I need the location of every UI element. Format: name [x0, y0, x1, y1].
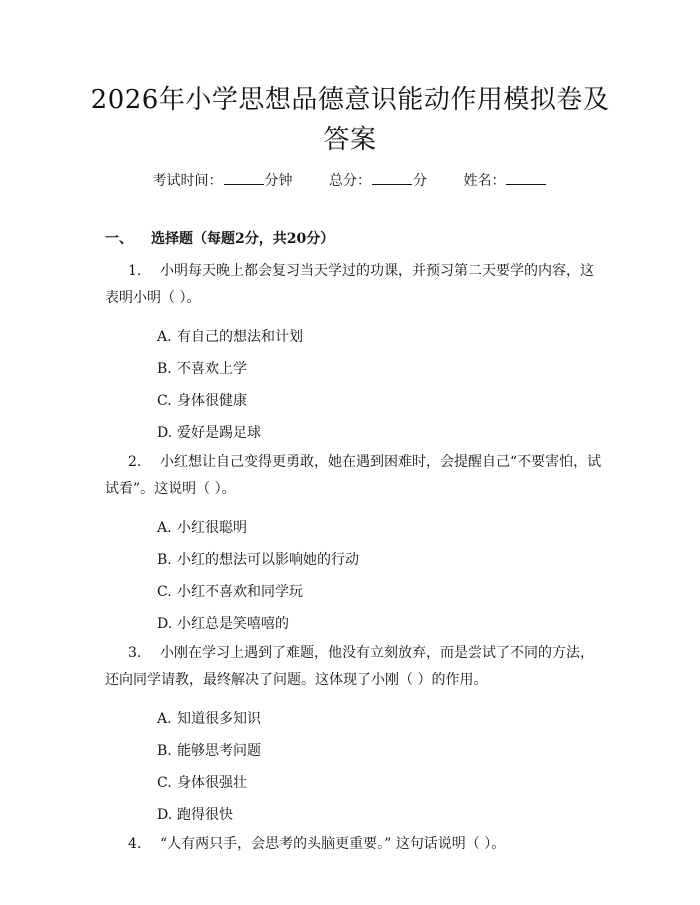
total-score-label: 总分：	[329, 173, 371, 189]
option-d	[157, 608, 605, 640]
exam-time-label: 考试时间：	[152, 173, 223, 189]
exam-meta	[0, 170, 700, 190]
option-text: 小红总是笑嘻嘻的	[177, 616, 289, 632]
option-letter: A.	[157, 329, 172, 345]
question-number: 4.	[128, 836, 142, 852]
option-c	[157, 385, 605, 417]
option-a	[157, 321, 605, 353]
option-a	[157, 703, 605, 735]
exam-time-blank	[224, 172, 264, 185]
exam-time-unit: 分钟	[264, 173, 293, 189]
option-letter: C.	[157, 775, 172, 791]
option-letter: D.	[157, 807, 173, 823]
question-stem	[105, 831, 605, 858]
question-text: 小刚在学习上遇到了难题，他没有立刻放弃，而是尝试了不同的方法，还向同学请教，最终解决了问题。这体现了小刚（ ）的作用。	[105, 645, 594, 688]
option-letter: B.	[157, 743, 172, 759]
page-title: 2026年小学思想品德意识能动作用模拟卷及答案	[90, 85, 610, 155]
question-stem	[105, 258, 605, 312]
question-list	[105, 258, 605, 867]
option-text: 有自己的想法和计划	[177, 329, 303, 345]
question-number: 1.	[128, 263, 142, 279]
option-letter: D.	[157, 425, 173, 441]
option-text: 小红的想法可以影响她的行动	[177, 552, 359, 568]
student-name-field	[463, 170, 547, 190]
total-score-unit: 分	[413, 173, 427, 189]
option-text: 爱好是踢足球	[177, 425, 261, 441]
option-c	[157, 767, 605, 799]
option-b	[157, 353, 605, 385]
question-4	[105, 831, 605, 858]
option-a	[157, 512, 605, 544]
exam-time-field	[153, 170, 293, 190]
question-2	[105, 449, 605, 640]
option-letter: A.	[157, 711, 172, 727]
option-text: 跑得很快	[177, 807, 233, 823]
question-3	[105, 640, 605, 831]
section-number: 一、	[105, 231, 133, 247]
student-name-label: 姓名：	[463, 173, 506, 189]
section-heading	[105, 228, 334, 248]
question-number: 2.	[128, 454, 142, 470]
option-text: 能够思考问题	[177, 743, 261, 759]
question-number: 3.	[128, 645, 142, 661]
section-title: 选择题（每题2分，共20分）	[151, 231, 335, 247]
option-text: 知道很多知识	[177, 711, 261, 727]
question-text: 小明每天晚上都会复习当天学过的功课，并预习第二天要学的内容，这表明小明（ ）。	[105, 263, 594, 306]
option-text: 小红不喜欢和同学玩	[177, 584, 303, 600]
question-stem	[105, 449, 605, 503]
option-b	[157, 544, 605, 576]
option-text: 身体很健康	[177, 393, 247, 409]
question-text: “人有两只手，会思考的头脑更重要。” 这句话说明（ ）。	[160, 836, 506, 852]
question-1	[105, 258, 605, 449]
option-letter: D.	[157, 616, 173, 632]
option-letter: C.	[157, 584, 172, 600]
option-c	[157, 576, 605, 608]
option-d	[157, 417, 605, 449]
student-name-blank	[506, 172, 546, 185]
option-d	[157, 799, 605, 831]
question-text: 小红想让自己变得更勇敢，她在遇到困难时，会提醒自己“不要害怕，试试看”。这说明（ ）。	[105, 454, 602, 497]
option-letter: B.	[157, 361, 172, 377]
question-stem	[105, 640, 605, 694]
option-letter: C.	[157, 393, 172, 409]
option-letter: B.	[157, 552, 172, 568]
option-b	[157, 735, 605, 767]
option-text: 不喜欢上学	[177, 361, 247, 377]
total-score-blank	[372, 172, 412, 185]
option-text: 身体很强壮	[177, 775, 247, 791]
total-score-field	[329, 170, 427, 190]
option-letter: A.	[157, 520, 172, 536]
option-text: 小红很聪明	[177, 520, 247, 536]
